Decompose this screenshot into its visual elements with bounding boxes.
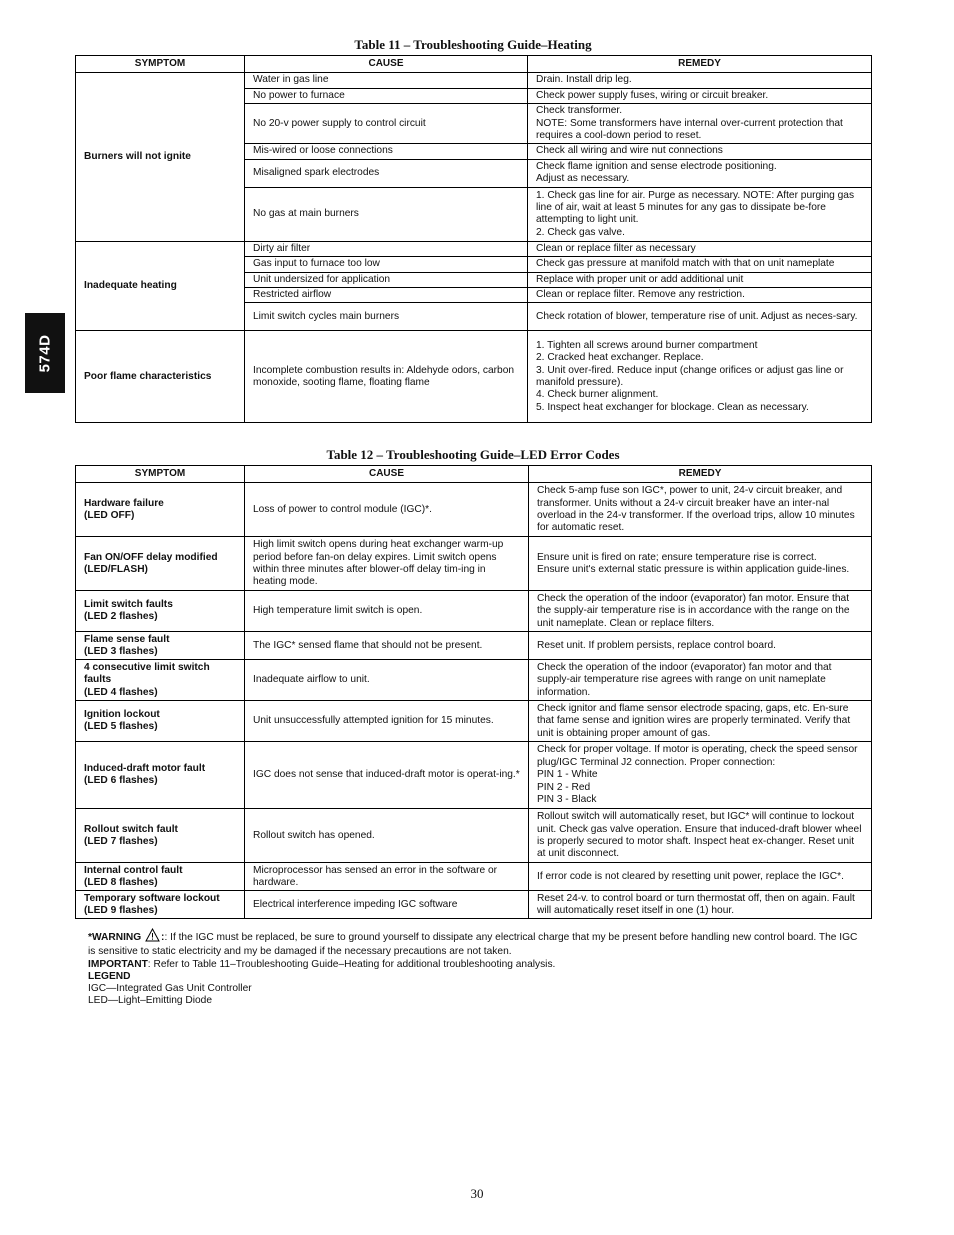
cause-cell: Unit undersized for application [245, 272, 528, 287]
table-row [76, 73, 872, 88]
cause-cell: High limit switch opens during heat exchanger warm-up period before fan-on delay expires. Limit switch opens within three minutes after blower-off delay tim-ing in heating mode. [245, 537, 529, 591]
important-text: : Refer to Table 11–Troubleshooting Guide–Heating for additional troubleshooting analysis. [147, 958, 556, 970]
remedy-cell: 1. Check gas line for air. Purge as necessary. NOTE: After purging gas line of air, wait at least 5 minutes for any gas to dissipate be-fore attempting to light unit. 2. Check gas valve. [528, 187, 872, 241]
table-row [76, 241, 872, 256]
table-row [76, 891, 872, 919]
warning-note: *WARNING :: If the IGC must be replaced, be sure to ground yourself to dissipate any electrical charge that my be present before handling new control board. The IGC is sensitive to static electricity and my be damaged if the necessary precautions are not taken. [88, 928, 858, 959]
remedy-cell: Clean or replace filter. Remove any restriction. [528, 288, 872, 303]
legend-item: LED—Light–Emitting Diode [88, 995, 213, 1007]
table12-caption: Table 12 – Troubleshooting Guide–LED Error Codes [326, 447, 620, 462]
remedy-cell: Check power supply fuses, wiring or circuit breaker. [528, 88, 872, 103]
cause-cell: Misaligned spark electrodes [245, 159, 528, 187]
cause-cell: No 20-v power supply to control circuit [245, 104, 528, 144]
table-row [76, 591, 872, 632]
cause-cell: Restricted airflow [245, 288, 528, 303]
table-row [76, 863, 872, 891]
table12-led-error-codes [75, 465, 872, 919]
table-row [76, 809, 872, 863]
cause-cell: Loss of power to control module (IGC)*. [245, 483, 529, 537]
cause-cell: Gas input to furnace too low [245, 257, 528, 272]
remedy-cell: Check rotation of blower, temperature rise of unit. Adjust as neces-sary. [528, 303, 872, 331]
cause-cell: Rollout switch has opened. [245, 809, 529, 863]
table-row [76, 701, 872, 742]
remedy-cell: Reset 24-v. to control board or turn thermostat off, then on again. Fault will automatically reset itself in one (1) hour. [529, 891, 872, 919]
cause-cell: IGC does not sense that induced-draft motor is operat-ing.* [245, 742, 529, 809]
cause-cell: High temperature limit switch is open. [245, 591, 529, 632]
header-cause: CAUSE [245, 466, 529, 483]
important-note [88, 959, 858, 971]
remedy-cell: Check all wiring and wire nut connections [528, 144, 872, 159]
cause-cell: No power to furnace [245, 88, 528, 103]
footnotes [88, 928, 858, 1008]
symptom-cell: 4 consecutive limit switch faults (LED 4 flashes) [76, 660, 245, 701]
model-side-tab [25, 313, 65, 393]
cause-cell: Incomplete combustion results in: Aldehyde odors, carbon monoxide, sooting flame, floating flame [245, 331, 528, 423]
cause-cell: Limit switch cycles main burners [245, 303, 528, 331]
header-symptom: SYMPTOM [76, 466, 245, 483]
header-remedy: REMEDY [529, 466, 872, 483]
model-label: 574D [36, 334, 54, 372]
cause-cell: Electrical interference impeding IGC software [245, 891, 529, 919]
table-row [76, 632, 872, 660]
cause-cell: The IGC* sensed flame that should not be present. [245, 632, 529, 660]
warning-text: : If the IGC must be replaced, be sure to ground yourself to dissipate any electrical charge that my be present before handling new control board. The IGC is sensitive to static electricity and my be damaged if the necessary precautions are not taken. [88, 932, 858, 958]
remedy-cell: Check for proper voltage. If motor is operating, check the speed sensor plug/IGC Terminal J2 connection. Proper connection: PIN 1 - White PIN 2 - Red PIN 3 - Black [529, 742, 872, 809]
remedy-cell: Replace with proper unit or add additional unit [528, 272, 872, 287]
remedy-cell: Check 5-amp fuse son IGC*, power to unit, 24-v circuit breaker, and transformer. Units without a 24-v circuit breaker have an inter-nal overload in the 24-v transformer. If the overload trips, allow 10 minutes for automatic reset. [529, 483, 872, 537]
symptom-cell: Flame sense fault (LED 3 flashes) [76, 632, 245, 660]
table11-caption: Table 11 – Troubleshooting Guide–Heating [354, 37, 592, 52]
remedy-cell: Reset unit. If problem persists, replace control board. [529, 632, 872, 660]
remedy-cell: If error code is not cleared by resetting unit power, replace the IGC*. [529, 863, 872, 891]
cause-cell: Unit unsuccessfully attempted ignition for 15 minutes. [245, 701, 529, 742]
symptom-cell: Limit switch faults (LED 2 flashes) [76, 591, 245, 632]
symptom-cell: Induced-draft motor fault (LED 6 flashes) [76, 742, 245, 809]
legend-item: IGC—Integrated Gas Unit Controller [88, 983, 252, 995]
symptom-cell: Internal control fault (LED 8 flashes) [76, 863, 245, 891]
symptom-cell: Temporary software lockout (LED 9 flashes) [76, 891, 245, 919]
table-row [76, 742, 872, 809]
symptom-cell: Fan ON/OFF delay modified (LED/FLASH) [76, 537, 245, 591]
symptom-cell: Poor flame characteristics [76, 331, 245, 423]
header-remedy: REMEDY [528, 56, 872, 73]
symptom-cell: Inadequate heating [76, 241, 245, 331]
page-number: 30 [470, 1186, 484, 1201]
table-row [76, 483, 872, 537]
remedy-cell: Clean or replace filter as necessary [528, 241, 872, 256]
cause-cell: Dirty air filter [245, 241, 528, 256]
symptom-cell: Ignition lockout (LED 5 flashes) [76, 701, 245, 742]
important-label: IMPORTANT [88, 958, 148, 970]
remedy-cell: Rollout switch will automatically reset, but IGC* will continue to lockout unit. Check gas valve operation. Ensure that induced-draft blower wheel is properly secured to motor shaft. Inspect heat ex-changer. Reset unit at unit disconnect. [529, 809, 872, 863]
cause-cell: No gas at main burners [245, 187, 528, 241]
remedy-cell: Check flame ignition and sense electrode positioning. Adjust as necessary. [528, 159, 872, 187]
remedy-cell: Check gas pressure at manifold match with that on unit nameplate [528, 257, 872, 272]
warning-triangle-icon [145, 928, 160, 946]
symptom-cell: Rollout switch fault (LED 7 flashes) [76, 809, 245, 863]
cause-cell: Microprocessor has sensed an error in the software or hardware. [245, 863, 529, 891]
table-row [76, 331, 872, 423]
remedy-cell: 1. Tighten all screws around burner compartment 2. Cracked heat exchanger. Replace. 3. Unit over-fired. Reduce input (change orifices or adjust gas line or manifold pressure). 4. Check burner alignment. 5. Inspect heat exchanger for blockage. Clean as necessary. [528, 331, 872, 423]
remedy-cell: Check the operation of the indoor (evaporator) fan motor and that supply-air temperature rise agrees with range on unit nameplate information. [529, 660, 872, 701]
header-cause: CAUSE [245, 56, 528, 73]
cause-cell: Water in gas line [245, 73, 528, 88]
symptom-cell: Hardware failure (LED OFF) [76, 483, 245, 537]
remedy-cell: Ensure unit is fired on rate; ensure temperature rise is correct. Ensure unit's external static pressure is within application guide-lines. [529, 537, 872, 591]
warning-label: *WARNING [88, 932, 142, 943]
cause-cell: Mis-wired or loose connections [245, 144, 528, 159]
remedy-cell: Drain. Install drip leg. [528, 73, 872, 88]
symptom-cell: Burners will not ignite [76, 73, 245, 241]
header-symptom: SYMPTOM [76, 56, 245, 73]
remedy-cell: Check transformer. NOTE: Some transformers have internal over-current protection that requires a cool-down period to reset. [528, 104, 872, 144]
legend-title: LEGEND [88, 970, 131, 982]
table-row [76, 537, 872, 591]
table11-heating [75, 55, 872, 423]
table-row [76, 660, 872, 701]
cause-cell: Inadequate airflow to unit. [245, 660, 529, 701]
remedy-cell: Check ignitor and flame sensor electrode spacing, gaps, etc. En-sure that fame sense and ignition wires are properly terminated. Verify that unit is obtaining proper amount of gas. [529, 701, 872, 742]
remedy-cell: Check the operation of the indoor (evaporator) fan motor. Ensure that the supply-air temperature rise is in accordance with the range on the unit nameplate. Clean or replace filters. [529, 591, 872, 632]
